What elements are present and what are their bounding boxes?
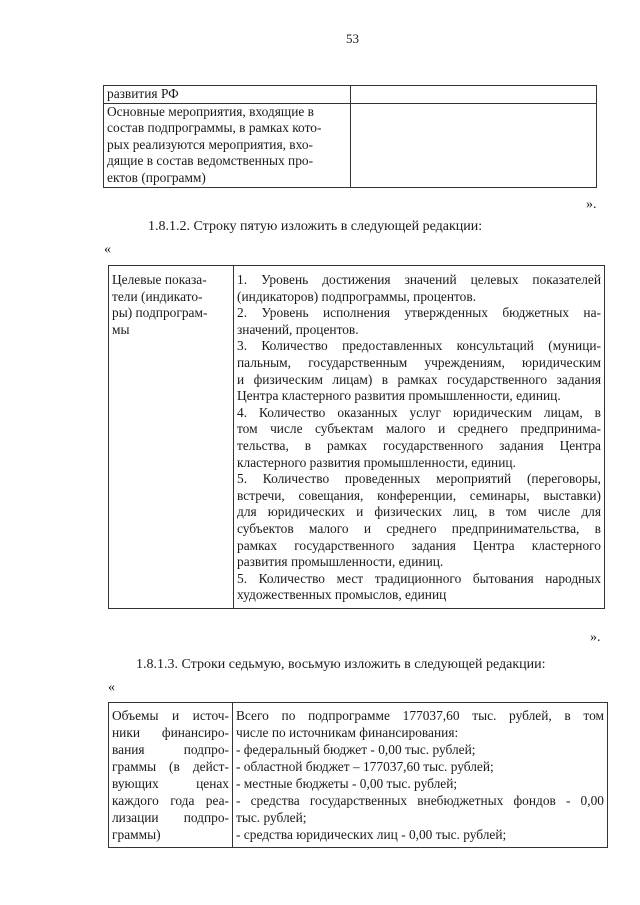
text-line: 2. Уровень исполнения утвержденных бюджетных на- <box>237 305 601 321</box>
cell <box>104 86 351 104</box>
text-line: Основные мероприятия, входящие в <box>107 103 314 119</box>
text-line: дящие в состав ведомственных про- <box>107 153 314 169</box>
text-line: ники финансиро- <box>112 725 229 740</box>
cell-label <box>109 266 234 609</box>
table-row <box>104 103 597 187</box>
table-financing <box>108 702 608 848</box>
table-row <box>109 266 605 609</box>
table-row <box>104 86 597 104</box>
text-line: лизации подпро- <box>112 810 229 825</box>
text-line: пальным, государственным учреждениям, юридическим <box>237 354 601 370</box>
text-line: том числе субъектам малого и среднего предпринима- <box>237 421 601 437</box>
text-line: вующих ценах <box>112 776 229 791</box>
text-line: художественных промыслов, единиц <box>237 587 447 603</box>
text-line: значений, процентов. <box>237 321 359 337</box>
text-line: - средства государственных внебюджетных фондов - 0,00 <box>236 793 604 808</box>
text-line: 1. Уровень достижения значений целевых показателей <box>237 272 601 287</box>
text-line: для юридических и физических лиц, в том числе для <box>237 504 601 520</box>
cell <box>351 86 597 104</box>
text-line: Всего по подпрограмме 177037,60 тыс. рублей, в том <box>236 708 604 723</box>
cell-indicators <box>234 266 605 609</box>
cell-financing <box>233 703 608 848</box>
paragraph-1-8-1-2: 1.8.1.2. Строку пятую изложить в следующей редакции: <box>148 219 483 234</box>
closing-quote: ». <box>590 630 601 645</box>
text-line: мы <box>112 321 130 337</box>
text-line: - федеральный бюджет - 0,00 тыс. рублей; <box>236 742 476 757</box>
text-line: развития промышленности, единиц. <box>237 554 444 570</box>
cell <box>104 103 351 187</box>
text-line: - областной бюджет – 177037,60 тыс. рублей; <box>236 759 494 774</box>
text-line: субъектов малого и среднего предпринимательства, в <box>237 520 601 536</box>
opening-quote: « <box>108 680 115 695</box>
cell <box>351 103 597 187</box>
table-continued <box>103 85 597 188</box>
text-line: Центра кластерного развития промышленности, единиц. <box>237 388 561 404</box>
text-line: - местные бюджеты - 0,00 тыс. рублей; <box>236 776 458 791</box>
page-number: 53 <box>346 31 359 46</box>
text-line: тыс. рублей; <box>236 810 307 825</box>
text-line: 4. Количество оказанных услуг юридическим лицам, в <box>237 404 601 420</box>
paragraph-1-8-1-3: 1.8.1.3. Строки седьмую, восьмую изложить в следующей редакции: <box>136 657 546 672</box>
table-row <box>109 703 608 848</box>
text-line: состав подпрограммы, в рамках кото- <box>107 120 322 136</box>
cell-label <box>109 703 233 848</box>
text-line: кластерного развития промышленности, единиц. <box>237 454 516 470</box>
text-line: Объемы и источ- <box>112 708 229 723</box>
text-line: вания подпро- <box>112 742 229 757</box>
text-line: 3. Количество предоставленных консультаций (муници- <box>237 338 601 354</box>
text-line: числе по источникам финансирования: <box>236 725 459 740</box>
text-line: тели (индикато- <box>112 288 203 304</box>
text-line: ектов (программ) <box>107 169 206 185</box>
text-line: 5. Количество мест традиционного бытования народных <box>237 570 601 586</box>
text-line: рых реализуются мероприятия, вхо- <box>107 136 313 152</box>
table-target-indicators <box>108 265 605 609</box>
text-line: Целевые показа- <box>112 272 207 287</box>
text-line: каждого года реа- <box>112 793 229 808</box>
text-line: граммы (в дейст- <box>112 759 229 774</box>
text-line: встречи, совещания, конференции, семинары, выставки) <box>237 487 601 503</box>
closing-quote: ». <box>586 197 597 212</box>
text-line: развития РФ <box>107 86 179 101</box>
text-line: ры) подпрограм- <box>112 305 208 321</box>
opening-quote: « <box>104 242 111 257</box>
text-line: тельства, в рамках государственного задания Центра <box>237 437 601 453</box>
text-line: 5. Количество проведенных мероприятий (переговоры, <box>237 471 601 487</box>
text-line: (индикаторов) подпрограммы, процентов. <box>237 288 477 304</box>
text-line: рамках государственного задания Центра кластерного <box>237 537 601 553</box>
text-line: и физическим лицам) в рамках государственного задания <box>237 371 601 387</box>
text-line: - средства юридических лиц - 0,00 тыс. рублей; <box>236 827 507 842</box>
text-line: граммы) <box>112 827 161 842</box>
